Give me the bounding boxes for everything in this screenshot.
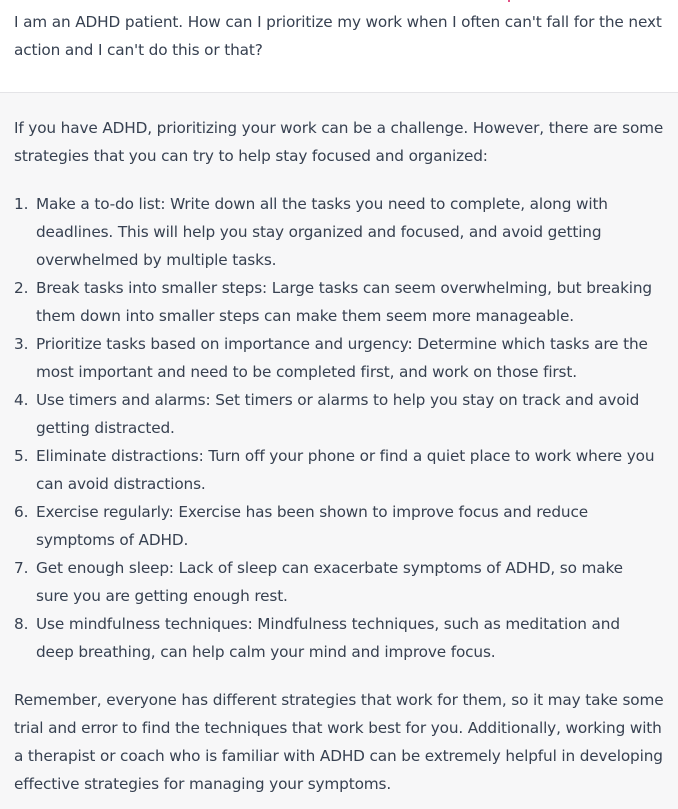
list-item-number: 6. [14, 503, 29, 521]
assistant-intro: If you have ADHD, prioritizing your work can be a challenge. However, there are some strategies that you can try to help stay focused and organized: [14, 119, 664, 165]
list-item [14, 386, 664, 442]
list-item-number: 1. [14, 195, 29, 213]
accent-dot [508, 0, 510, 2]
list-item-number: 8. [14, 615, 29, 633]
list-item-text: Exercise regularly: Exercise has been shown to improve focus and reduce symptoms of ADHD. [36, 503, 588, 549]
user-message [0, 0, 678, 93]
list-item [14, 442, 664, 498]
list-item-text: Prioritize tasks based on importance and urgency: Determine which tasks are the most important and need to be completed first, and work on those first. [36, 335, 648, 381]
list-item [14, 274, 664, 330]
assistant-message [0, 93, 678, 809]
list-item-number: 3. [14, 335, 29, 353]
list-item-text: Eliminate distractions: Turn off your phone or find a quiet place to work where you can avoid distractions. [36, 447, 655, 493]
list-item-text: Use timers and alarms: Set timers or alarms to help you stay on track and avoid getting distracted. [36, 391, 640, 437]
list-item [14, 498, 664, 554]
list-item [14, 190, 664, 274]
list-item [14, 330, 664, 386]
list-item-text: Get enough sleep: Lack of sleep can exacerbate symptoms of ADHD, so make sure you are getting enough rest. [36, 559, 623, 605]
assistant-outro: Remember, everyone has different strategies that work for them, so it may take some trial and error to find the techniques that work best for you. Additionally, working with a therapist or coach who is familiar with ADHD can be extremely helpful in developing effective strategies for managing your symptoms. [14, 691, 664, 793]
list-item-number: 5. [14, 447, 29, 465]
strategy-list [14, 190, 664, 666]
list-item-number: 4. [14, 391, 29, 409]
list-item [14, 554, 664, 610]
list-item-text: Make a to-do list: Write down all the tasks you need to complete, along with deadlines. This will help you stay organized and focused, and avoid getting overwhelmed by multiple tasks. [36, 195, 608, 269]
user-message-text: I am an ADHD patient. How can I prioritize my work when I often can't fall for the next action and I can't do this or that? [14, 13, 662, 59]
list-item-number: 2. [14, 279, 29, 297]
list-item-number: 7. [14, 559, 29, 577]
list-item-text: Use mindfulness techniques: Mindfulness techniques, such as meditation and deep breathing, can help calm your mind and improve focus. [36, 615, 620, 661]
list-item [14, 610, 664, 666]
list-item-text: Break tasks into smaller steps: Large tasks can seem overwhelming, but breaking them down into smaller steps can make them seem more manageable. [36, 279, 652, 325]
